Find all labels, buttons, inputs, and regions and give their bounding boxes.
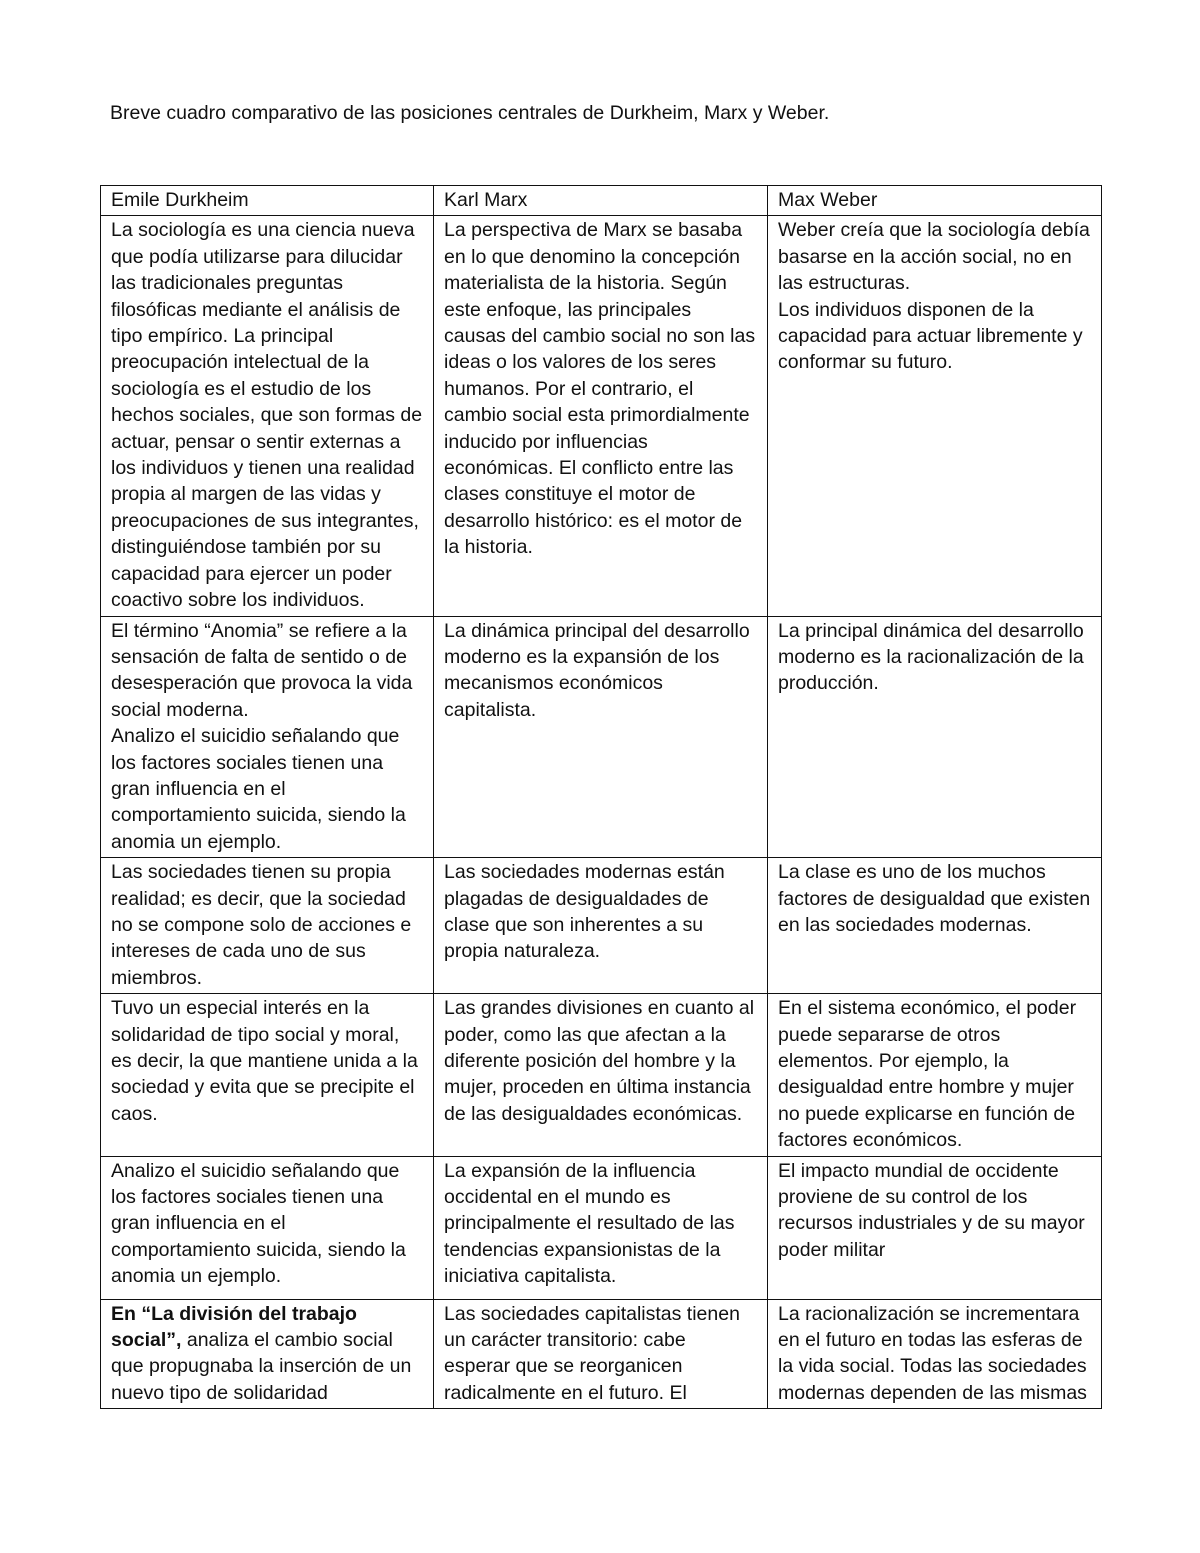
cell-weber — [768, 216, 1102, 616]
table-row — [101, 994, 1102, 1156]
table-row — [101, 858, 1102, 994]
cell-weber: La principal dinámica del desarrollo moderno es la racionalización de la producción. — [768, 616, 1102, 858]
cell-durkheim: La sociología es una ciencia nueva que podía utilizarse para dilucidar las tradicionales preguntas filosóficas mediante el análisis de tipo empírico. La principal preocupación intelectual de la sociología es el estudio de los hechos sociales, que son formas de actuar, pensar o sentir externas a los individuos y tienen una realidad propia al margen de las vidas y preocupaciones de sus integrantes, distinguiéndose también por su capacidad para ejercer un poder coactivo sobre los individuos. — [101, 216, 434, 616]
cell-weber: El impacto mundial de occidente proviene de su control de los recursos industriales y de su mayor poder militar — [768, 1156, 1102, 1299]
table-row — [101, 616, 1102, 858]
cell-marx: La expansión de la influencia occidental en el mundo es principalmente el resultado de las tendencias expansionistas de la iniciativa capitalista. — [434, 1156, 768, 1299]
cell-durkheim: Analizo el suicidio señalando que los factores sociales tienen una gran influencia en el comportamiento suicida, siendo la anomia un ejemplo. — [101, 1156, 434, 1299]
cell-durkheim: Las sociedades tienen su propia realidad; es decir, que la sociedad no se compone solo de acciones e intereses de cada uno de sus miembros. — [101, 858, 434, 994]
table-row — [101, 1156, 1102, 1299]
book-title-bold: En “La división del trabajo social”, — [111, 1302, 357, 1352]
table-header-row — [101, 186, 1102, 216]
header-durkheim: Emile Durkheim — [101, 186, 434, 216]
cell-weber: En el sistema económico, el poder puede separarse de otros elementos. Por ejemplo, la desigualdad entre hombre y mujer no puede explicarse en función de factores económicos. — [768, 994, 1102, 1156]
cell-paragraph: El término “Anomia” se refiere a la sensación de falta de sentido o de desesperación que provoca la vida social moderna. — [111, 619, 413, 721]
page-title: Breve cuadro comparativo de las posiciones centrales de Durkheim, Marx y Weber. — [110, 102, 830, 124]
cell-weber: La racionalización se incrementara en el futuro en todas las esferas de la vida social. Todas las sociedades modernas dependen de las mismas — [768, 1299, 1102, 1409]
cell-paragraph: Weber creía que la sociología debía basarse en la acción social, no en las estructuras. — [778, 219, 1090, 295]
cell-marx: La perspectiva de Marx se basaba en lo que denomino la concepción materialista de la historia. Según este enfoque, las principales causas del cambio social no son las ideas o los valores de los seres humanos. Por el contrario, el cambio social esta primordialmente inducido por influencias económicas. El conflicto entre las clases constituye el motor de desarrollo histórico: es el motor de la historia. — [434, 216, 768, 616]
cell-paragraph: Los individuos disponen de la capacidad para actuar libremente y conformar su futuro. — [778, 298, 1083, 374]
cell-marx: La dinámica principal del desarrollo moderno es la expansión de los mecanismos económicos capitalista. — [434, 616, 768, 858]
cell-durkheim — [101, 1299, 434, 1409]
table-row — [101, 216, 1102, 616]
cell-marx: Las grandes divisiones en cuanto al poder, como las que afectan a la diferente posición del hombre y la mujer, proceden en última instancia de las desigualdades económicas. — [434, 994, 768, 1156]
cell-marx: Las sociedades modernas están plagadas de desigualdades de clase que son inherentes a su propia naturaleza. — [434, 858, 768, 994]
cell-text: analiza el cambio social que propugnaba la inserción de un nuevo tipo de solidaridad — [111, 1329, 412, 1404]
cell-marx: Las sociedades capitalistas tienen un carácter transitorio: cabe esperar que se reorganicen radicalmente en el futuro. El — [434, 1299, 768, 1409]
cell-durkheim: Tuvo un especial interés en la solidaridad de tipo social y moral, es decir, la que mantiene unida a la sociedad y evita que se precipite el caos. — [101, 994, 434, 1156]
cell-durkheim — [101, 616, 434, 858]
cell-weber: La clase es uno de los muchos factores de desigualdad que existen en las sociedades modernas. — [768, 858, 1102, 994]
header-marx: Karl Marx — [434, 186, 768, 216]
comparison-table — [100, 185, 1102, 1409]
table-row — [101, 1299, 1102, 1409]
header-weber: Max Weber — [768, 186, 1102, 216]
cell-paragraph: Analizo el suicidio señalando que los factores sociales tienen una gran influencia en el comportamiento suicida, siendo la anomia un ejemplo. — [111, 725, 406, 853]
